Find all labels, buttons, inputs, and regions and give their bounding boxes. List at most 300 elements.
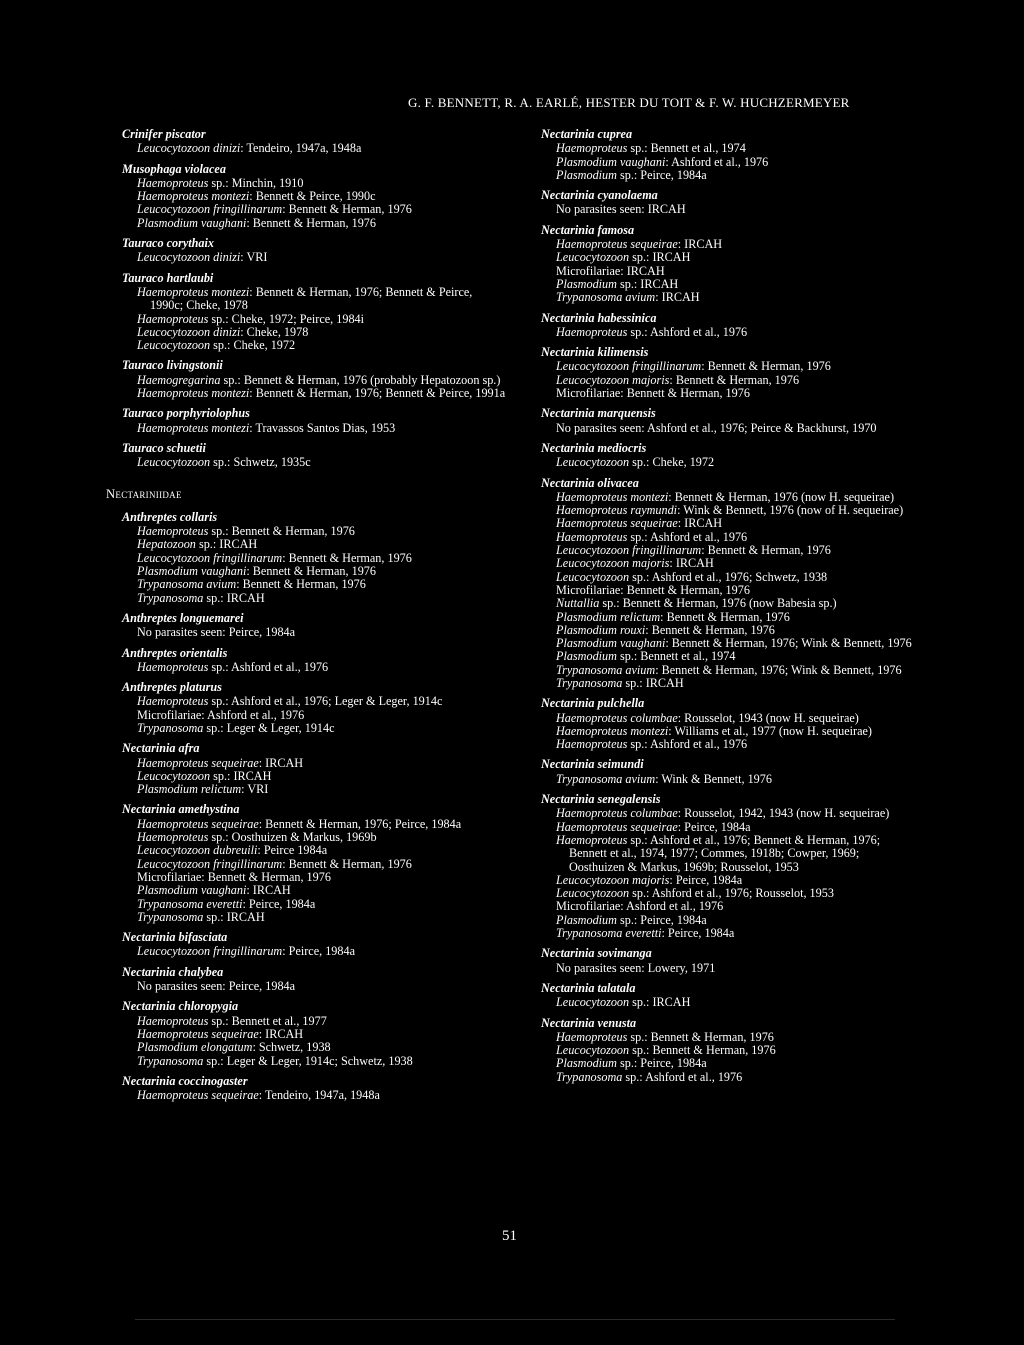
parasite-reference: : Bennett & Peirce, 1990c <box>249 189 376 204</box>
parasite-taxon: Plasmodium relictum <box>137 782 242 797</box>
parasite-taxon: Plasmodium vaughani <box>137 883 247 898</box>
parasite-taxon: Leucocytozoon <box>556 886 630 901</box>
parasite-entry <box>541 874 912 887</box>
parasite-entry <box>541 677 912 690</box>
parasite-reference: : Peirce, 1984a <box>282 944 355 959</box>
species-section <box>122 742 507 796</box>
species-section <box>541 758 912 786</box>
parasite-entry <box>122 945 507 958</box>
parasite-entry <box>122 286 507 313</box>
parasite-entry <box>541 531 912 544</box>
parasite-taxon: Leucocytozoon dinizi <box>137 250 241 265</box>
page-number: 51 <box>502 1228 517 1244</box>
parasite-reference: sp.: Bennett & Herman, 1976 <box>208 524 355 539</box>
parasite-taxon: Trypanosoma everetti <box>556 926 662 941</box>
parasite-reference: : Schwetz, 1938 <box>252 1040 331 1055</box>
parasite-entry <box>541 637 912 650</box>
parasite-entry <box>122 565 507 578</box>
parasite-taxon: Leucocytozoon majoris <box>556 872 670 887</box>
parasite-entry <box>541 278 912 291</box>
parasite-entry <box>122 190 507 203</box>
parasite-taxon: Haemoproteus montezi <box>556 489 669 504</box>
parasite-taxon: Haemoproteus <box>556 324 628 339</box>
species-section <box>122 272 507 353</box>
parasite-reference: : IRCAH <box>258 1026 304 1041</box>
parasite-entry <box>541 597 912 610</box>
parasite-reference: : Bennett & Herman, 1976 <box>282 856 412 871</box>
species-section <box>122 359 507 400</box>
parasite-taxon: Leucocytozoon majoris <box>556 372 670 387</box>
parasite-reference: : Peirce, 1984a <box>661 926 735 941</box>
parasite-entry <box>541 1057 912 1070</box>
parasite-entry <box>122 1015 507 1028</box>
parasite-taxon: Leucocytozoon dinizi <box>137 324 241 339</box>
parasite-entry <box>122 884 507 897</box>
species-heading: Nectarinia kilimensis <box>541 345 649 360</box>
parasite-reference: : Bennett & Herman, 1976 <box>701 359 831 374</box>
parasite-entry <box>122 552 507 565</box>
parasite-entry <box>541 584 912 597</box>
species-section <box>122 511 507 605</box>
species-section <box>122 237 507 265</box>
parasite-taxon: Leucocytozoon <box>137 338 211 353</box>
parasite-entry <box>122 818 507 831</box>
parasite-taxon: Hepatozoon <box>137 537 196 552</box>
parasite-taxon: Haemoproteus <box>556 141 628 156</box>
parasite-entry <box>541 238 912 251</box>
parasite-reference: sp.: Peirce, 1984a <box>616 167 707 182</box>
parasite-reference: : Wink & Bennett, 1976 <box>655 771 772 786</box>
parasite-reference: sp.: Ashford et al., 1976 <box>208 659 329 674</box>
parasite-reference: : Bennett & Herman, 1976; Peirce, 1984a <box>258 816 462 831</box>
parasite-taxon: Haemoproteus montezi <box>137 284 250 299</box>
parasite-reference: : Ashford et al., 1976 <box>665 154 769 169</box>
parasite-reference: No parasites seen: Ashford et al., 1976; Peirce & Backhurst, 1970 <box>556 420 877 435</box>
parasite-reference: sp.: Bennett & Herman, 1976 (probably Hepatozoon sp.) <box>220 372 501 387</box>
parasite-reference: : Bennett & Herman, 1976 <box>701 543 831 558</box>
parasite-taxon: Haemoproteus sequeirae <box>556 819 678 834</box>
parasite-reference: : IRCAH <box>677 237 723 252</box>
parasite-reference: Microfilariae: IRCAH <box>556 263 665 278</box>
parasite-entry <box>541 374 912 387</box>
parasite-reference: : Bennett & Herman, 1976 <box>645 622 775 637</box>
family-heading: Nectariniidae <box>106 486 182 501</box>
parasite-reference: : IRCAH <box>258 755 304 770</box>
species-section <box>541 312 912 340</box>
parasite-taxon: Haemoproteus columbae <box>556 806 678 821</box>
parasite-reference: : VRI <box>240 250 268 265</box>
parasite-entry <box>541 1031 912 1044</box>
parasite-entry <box>122 592 507 605</box>
parasite-reference: Microfilariae: Bennett & Herman, 1976 <box>556 386 750 401</box>
parasite-entry <box>541 517 912 530</box>
parasite-entry <box>122 1041 507 1054</box>
parasite-taxon: Leucocytozoon fringillinarum <box>137 202 283 217</box>
parasite-reference: sp.: Leger & Leger, 1914c; Schwetz, 1938 <box>203 1053 413 1068</box>
parasite-reference: sp.: Ashford et al., 1976; Bennett & Herman, 1976; Bennett et al., 1974, 1977; Commes, 1918b; Cowper, 1969; Oosthuizen & Markus, 1969b; Rousselot, 1953 <box>569 832 881 874</box>
species-section <box>122 1000 507 1067</box>
species-section <box>541 346 912 400</box>
species-heading: Tauraco schuetii <box>122 440 206 455</box>
parasite-reference: : Rousselot, 1942, 1943 (now H. sequeirae) <box>677 806 890 821</box>
parasite-reference: : Bennett & Herman, 1976 <box>236 577 366 592</box>
parasite-taxon: Leucocytozoon fringillinarum <box>137 550 283 565</box>
parasite-entry <box>541 557 912 570</box>
parasite-reference: sp.: Leger & Leger, 1914c <box>203 720 335 735</box>
parasite-entry <box>541 725 912 738</box>
parasite-taxon: Leucocytozoon <box>137 455 211 470</box>
parasite-taxon: Trypanosoma <box>556 1069 623 1084</box>
parasite-reference: : Bennett & Herman, 1976 <box>282 550 412 565</box>
parasite-reference: sp.: Ashford et al., 1976; Leger & Leger, 1914c <box>208 694 443 709</box>
parasite-taxon: Leucocytozoon fringillinarum <box>137 856 283 871</box>
species-section <box>541 407 912 435</box>
parasite-entry <box>541 996 912 1009</box>
right-column <box>541 128 912 1091</box>
parasite-reference: sp.: IRCAH <box>195 537 258 552</box>
parasite-taxon: Leucocytozoon <box>556 455 630 470</box>
parasite-taxon: Trypanosoma avium <box>137 577 237 592</box>
parasite-reference: : Cheke, 1978 <box>240 324 309 339</box>
species-section <box>122 681 507 735</box>
parasite-reference: : Peirce, 1984a <box>242 896 316 911</box>
parasite-taxon: Plasmodium vaughani <box>556 636 666 651</box>
parasite-taxon: Leucocytozoon dubreuili <box>137 843 258 858</box>
parasite-entry <box>541 504 912 517</box>
parasite-reference: sp.: IRCAH <box>616 276 679 291</box>
parasite-entry <box>122 203 507 216</box>
parasite-reference: sp.: Peirce, 1984a <box>616 1056 707 1071</box>
parasite-taxon: Haemoproteus <box>137 659 209 674</box>
species-heading: Anthreptes platurus <box>122 680 222 695</box>
parasite-taxon: Haemoproteus <box>556 1029 628 1044</box>
parasite-reference: : Wink & Bennett, 1976 (now of H. sequeirae) <box>677 503 904 518</box>
parasite-entry <box>122 661 507 674</box>
parasite-entry <box>122 1028 507 1041</box>
parasite-taxon: Haemoproteus <box>137 830 209 845</box>
parasite-entry <box>122 313 507 326</box>
parasite-reference: : Rousselot, 1943 (now H. sequeirae) <box>677 710 859 725</box>
parasite-entry <box>541 156 912 169</box>
parasite-reference: : Peirce, 1984a <box>677 819 751 834</box>
parasite-taxon: Trypanosoma <box>556 675 623 690</box>
parasite-taxon: Haemogregarina <box>137 372 221 387</box>
parasite-taxon: Leucocytozoon fringillinarum <box>137 944 283 959</box>
species-heading: Nectarinia afra <box>122 741 200 756</box>
parasite-reference: sp.: Oosthuizen & Markus, 1969b <box>208 830 377 845</box>
parasite-reference: sp.: Ashford et al., 1976 <box>622 1069 743 1084</box>
parasite-reference: No parasites seen: Lowery, 1971 <box>556 960 716 975</box>
parasite-taxon: Haemoproteus sequeirae <box>137 1026 259 1041</box>
parasite-entry <box>541 712 912 725</box>
parasite-entry <box>122 1089 507 1102</box>
parasite-entry <box>541 491 912 504</box>
parasite-taxon: Haemoproteus columbae <box>556 710 678 725</box>
species-section <box>122 407 507 435</box>
parasite-reference: : VRI <box>241 782 269 797</box>
species-heading: Anthreptes orientalis <box>122 645 228 660</box>
parasite-entry <box>122 770 507 783</box>
parasite-entry <box>541 887 912 900</box>
parasite-taxon: Trypanosoma everetti <box>137 896 243 911</box>
parasite-reference: Microfilariae: Bennett & Herman, 1976 <box>556 582 750 597</box>
parasite-reference: : Bennett & Herman, 1976; Wink & Bennett, 1976 <box>655 662 902 677</box>
parasite-entry <box>541 571 912 584</box>
parasite-entry <box>541 834 912 874</box>
parasite-entry <box>541 1071 912 1084</box>
parasite-taxon: Haemoproteus <box>137 175 209 190</box>
parasite-taxon: Haemoproteus sequeirae <box>556 516 678 531</box>
species-section <box>122 966 507 994</box>
parasite-taxon: Leucocytozoon <box>137 768 211 783</box>
parasite-taxon: Leucocytozoon fringillinarum <box>556 543 702 558</box>
species-section <box>541 793 912 940</box>
parasite-taxon: Haemoproteus <box>137 311 209 326</box>
parasite-entry <box>541 387 912 400</box>
parasite-reference: : Williams et al., 1977 (now H. sequeirae) <box>668 723 872 738</box>
species-section <box>541 697 912 751</box>
parasite-reference: sp.: Ashford et al., 1976 <box>627 529 748 544</box>
parasite-taxon: Plasmodium elongatum <box>137 1040 253 1055</box>
parasite-reference: sp.: Cheke, 1972; Peirce, 1984i <box>208 311 365 326</box>
parasite-entry <box>122 177 507 190</box>
parasite-taxon: Haemoproteus <box>137 694 209 709</box>
parasite-reference: sp.: IRCAH <box>210 768 272 783</box>
left-column <box>106 127 507 1109</box>
parasite-reference: : Tendeiro, 1947a, 1948a <box>240 141 362 156</box>
species-heading: Musophaga violacea <box>122 161 226 176</box>
species-section <box>541 1017 912 1084</box>
parasite-entry <box>541 203 912 216</box>
parasite-reference: Microfilariae: Ashford et al., 1976 <box>137 707 305 722</box>
parasite-reference: sp.: Bennett & Herman, 1976 <box>627 1029 774 1044</box>
parasite-reference: sp.: Minchin, 1910 <box>208 175 304 190</box>
parasite-taxon: Leucocytozoon majoris <box>556 556 670 571</box>
parasite-taxon: Plasmodium vaughani <box>556 154 666 169</box>
parasite-taxon: Haemoproteus montezi <box>137 189 250 204</box>
species-heading: Nectarinia bifasciata <box>122 930 228 945</box>
parasite-entry <box>122 831 507 844</box>
parasite-entry <box>122 456 507 469</box>
parasite-entry <box>122 871 507 884</box>
species-section <box>541 189 912 217</box>
parasite-reference: sp.: Bennett et al., 1974 <box>627 141 746 156</box>
parasite-entry <box>122 217 507 230</box>
running-header: G. F. BENNETT, R. A. EARLÉ, HESTER DU TOIT & F. W. HUCHZERMEYER <box>408 95 850 110</box>
parasite-entry <box>122 898 507 911</box>
parasite-entry <box>122 538 507 551</box>
parasite-taxon: Plasmodium vaughani <box>137 564 247 579</box>
parasite-reference: sp.: Cheke, 1972 <box>629 455 715 470</box>
parasite-entry <box>541 251 912 264</box>
parasite-taxon: Trypanosoma avium <box>556 662 656 677</box>
parasite-reference: : Bennett & Herman, 1976; Wink & Bennett, 1976 <box>665 636 912 651</box>
parasite-taxon: Haemoproteus montezi <box>556 723 669 738</box>
parasite-reference: : IRCAH <box>669 556 714 571</box>
parasite-entry <box>122 422 507 435</box>
parasite-entry <box>122 722 507 735</box>
species-heading: Nectarinia pulchella <box>541 696 645 711</box>
species-section <box>122 803 507 924</box>
parasite-taxon: Haemoproteus sequeirae <box>556 237 678 252</box>
species-heading: Nectarinia olivacea <box>541 475 639 490</box>
parasite-entry <box>122 142 507 155</box>
parasite-reference: sp.: Bennett & Herman, 1976 <box>629 1043 776 1058</box>
species-section <box>122 931 507 959</box>
parasite-reference: No parasites seen: Peirce, 1984a <box>137 625 296 640</box>
parasite-entry <box>122 911 507 924</box>
parasite-reference: : Bennett & Herman, 1976 <box>282 202 412 217</box>
parasite-taxon: Plasmodium <box>556 649 617 664</box>
parasite-entry <box>122 326 507 339</box>
species-heading: Nectarinia mediocris <box>541 440 647 455</box>
parasite-reference: sp.: IRCAH <box>622 675 684 690</box>
parasite-entry <box>122 757 507 770</box>
species-section <box>541 477 912 691</box>
parasite-taxon: Leucocytozoon dinizi <box>137 141 241 156</box>
parasite-reference: sp.: Ashford et al., 1976 <box>627 737 748 752</box>
parasite-reference: : Peirce, 1984a <box>669 872 743 887</box>
parasite-entry <box>541 821 912 834</box>
parasite-taxon: Leucocytozoon fringillinarum <box>556 359 702 374</box>
parasite-taxon: Haemoproteus sequeirae <box>137 1088 259 1103</box>
parasite-entry <box>122 695 507 708</box>
parasite-taxon: Trypanosoma <box>137 909 204 924</box>
species-heading: Tauraco hartlaubi <box>122 270 214 285</box>
parasite-reference: : Bennett & Herman, 1976 <box>246 564 376 579</box>
parasite-reference: : Travassos Santos Dias, 1953 <box>249 420 396 435</box>
parasite-reference: : Bennett & Herman, 1976; Bennett & Peirce, 1991a <box>249 386 506 401</box>
species-section <box>541 982 912 1010</box>
species-heading: Nectarinia chloropygia <box>122 999 239 1014</box>
parasite-reference: sp.: Ashford et al., 1976; Rousselot, 1953 <box>629 886 834 901</box>
species-heading: Nectarinia cyanolaema <box>541 188 658 203</box>
parasite-taxon: Haemoproteus <box>137 1013 209 1028</box>
parasite-entry <box>122 339 507 352</box>
parasite-entry <box>541 664 912 677</box>
species-section <box>122 1075 507 1103</box>
parasite-taxon: Haemoproteus <box>556 737 628 752</box>
parasite-reference: : Bennett & Herman, 1976 <box>246 215 376 230</box>
parasite-reference: : Bennett & Herman, 1976 <box>660 609 790 624</box>
parasite-taxon: Haemoproteus sequeirae <box>137 755 259 770</box>
bottom-rule <box>135 1319 895 1320</box>
parasite-entry <box>541 456 912 469</box>
parasite-entry <box>122 783 507 796</box>
parasite-reference: sp.: Ashford et al., 1976; Schwetz, 1938 <box>629 569 828 584</box>
species-heading: Nectarinia senegalensis <box>541 792 661 807</box>
species-heading: Tauraco livingstonii <box>122 358 223 373</box>
parasite-reference: sp.: Bennett et al., 1977 <box>208 1013 327 1028</box>
species-section <box>122 647 507 675</box>
species-heading: Nectarinia marquensis <box>541 406 656 421</box>
parasite-entry <box>541 422 912 435</box>
parasite-taxon: Plasmodium <box>556 1056 617 1071</box>
parasite-taxon: Leucocytozoon <box>556 250 630 265</box>
parasite-reference: sp.: Peirce, 1984a <box>616 912 707 927</box>
species-heading: Anthreptes collaris <box>122 509 218 524</box>
parasite-reference: sp.: IRCAH <box>203 590 265 605</box>
parasite-taxon: Leucocytozoon <box>556 995 630 1010</box>
parasite-taxon: Haemoproteus <box>137 524 209 539</box>
parasite-entry <box>541 544 912 557</box>
parasite-entry <box>541 169 912 182</box>
parasite-reference: sp.: Schwetz, 1935c <box>210 455 311 470</box>
parasite-taxon: Plasmodium relictum <box>556 609 661 624</box>
species-section <box>541 947 912 975</box>
parasite-entry <box>541 773 912 786</box>
parasite-entry <box>122 525 507 538</box>
parasite-entry <box>122 709 507 722</box>
species-heading: Nectarinia cuprea <box>541 127 633 141</box>
species-heading: Nectarinia sovimanga <box>541 946 652 961</box>
parasite-entry <box>122 980 507 993</box>
parasite-entry <box>122 844 507 857</box>
parasite-entry <box>122 578 507 591</box>
species-section <box>541 442 912 470</box>
parasite-reference: : IRCAH <box>677 516 723 531</box>
species-heading: Tauraco corythaix <box>122 236 214 251</box>
parasite-taxon: Plasmodium vaughani <box>137 215 247 230</box>
species-section <box>541 224 912 305</box>
parasite-entry <box>541 611 912 624</box>
parasite-entry <box>122 387 507 400</box>
parasite-entry <box>541 326 912 339</box>
species-section <box>122 163 507 230</box>
parasite-entry <box>541 807 912 820</box>
parasite-reference: : IRCAH <box>246 883 291 898</box>
parasite-taxon: Trypanosoma avium <box>556 290 656 305</box>
parasite-taxon: Trypanosoma <box>137 720 204 735</box>
parasite-reference: : Bennett & Herman, 1976 (now H. sequeirae) <box>668 489 895 504</box>
species-heading: Nectarinia amethystina <box>122 802 240 817</box>
parasite-taxon: Leucocytozoon <box>556 569 630 584</box>
parasite-taxon: Plasmodium <box>556 912 617 927</box>
parasite-taxon: Haemoproteus raymundi <box>556 503 678 518</box>
parasite-taxon: Trypanosoma <box>137 590 204 605</box>
parasite-reference: : IRCAH <box>655 290 700 305</box>
parasite-entry <box>541 142 912 155</box>
parasite-taxon: Nuttallia <box>556 596 600 611</box>
parasite-reference: sp.: IRCAH <box>629 250 691 265</box>
species-section <box>122 612 507 640</box>
species-section <box>541 128 912 182</box>
parasite-taxon: Trypanosoma <box>137 1053 204 1068</box>
parasite-entry <box>122 626 507 639</box>
parasite-taxon: Plasmodium <box>556 276 617 291</box>
parasite-entry <box>541 900 912 913</box>
parasite-reference: Microfilariae: Bennett & Herman, 1976 <box>137 869 331 884</box>
parasite-taxon: Plasmodium rouxi <box>556 622 646 637</box>
parasite-reference: No parasites seen: IRCAH <box>556 202 686 217</box>
species-heading: Nectarinia talatala <box>541 980 636 995</box>
species-heading: Tauraco porphyriolophus <box>122 406 250 421</box>
parasite-taxon: Haemoproteus sequeirae <box>137 816 259 831</box>
parasite-taxon: Plasmodium <box>556 167 617 182</box>
parasite-entry <box>122 374 507 387</box>
parasite-reference: sp.: Bennett et al., 1974 <box>616 649 736 664</box>
parasite-entry <box>541 360 912 373</box>
parasite-reference: sp.: Cheke, 1972 <box>210 338 296 353</box>
parasite-taxon: Haemoproteus <box>556 832 628 847</box>
species-heading: Nectarinia seimundi <box>541 757 644 772</box>
parasite-taxon: Haemoproteus montezi <box>137 420 250 435</box>
species-section <box>122 128 507 156</box>
species-heading: Nectarinia habessinica <box>541 310 657 325</box>
parasite-entry <box>541 265 912 278</box>
parasite-reference: sp.: IRCAH <box>629 995 691 1010</box>
parasite-reference: sp.: IRCAH <box>203 909 265 924</box>
